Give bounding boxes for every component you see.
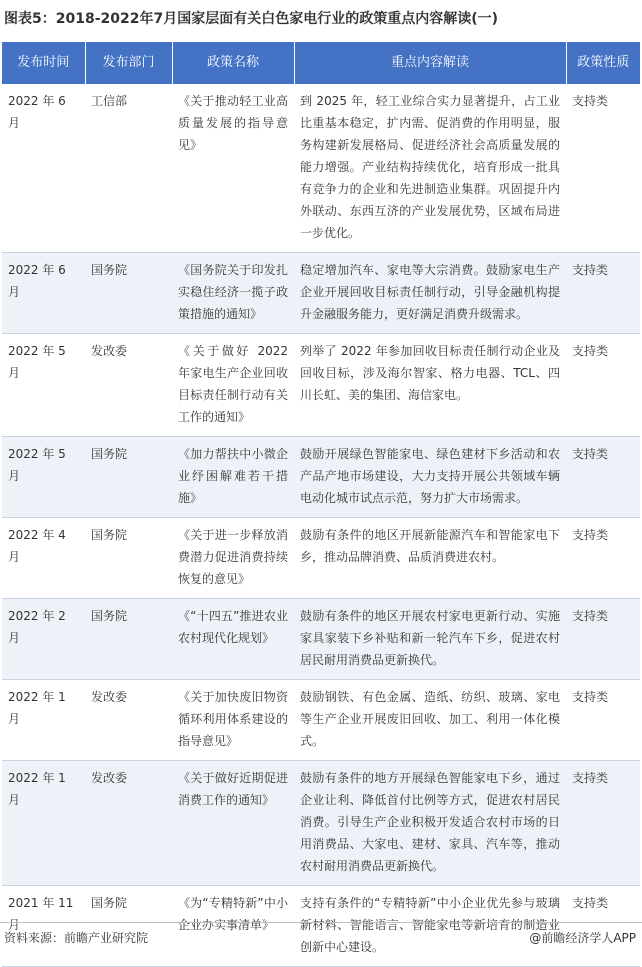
cell-department: 发改委 <box>85 680 172 761</box>
table-row <box>2 518 640 599</box>
cell-date: 2022 年 6 月 <box>2 84 85 253</box>
cell-policy-type: 支持类 <box>566 761 640 886</box>
cell-policy-type: 支持类 <box>566 599 640 680</box>
cell-date: 2021 年 11 月 <box>2 886 85 967</box>
cell-department: 国务院 <box>85 599 172 680</box>
cell-key-content: 鼓励开展绿色智能家电、绿色建材下乡活动和农产品产地市场建设，大力支持开展公共领域车辆电动化城市试点示范，努力扩大市场需求。 <box>294 437 566 518</box>
table-row <box>2 680 640 761</box>
cell-key-content: 鼓励有条件的地区开展新能源汽车和智能家电下乡，推动品牌消费、品质消费进农村。 <box>294 518 566 599</box>
cell-department: 国务院 <box>85 886 172 967</box>
table-body <box>2 84 640 967</box>
cell-department: 发改委 <box>85 334 172 437</box>
policy-table <box>2 42 640 967</box>
cell-department: 国务院 <box>85 253 172 334</box>
cell-key-content: 列举了 2022 年参加回收目标责任制行动企业及回收目标，涉及海尔智家、格力电器、TCL、四川长虹、美的集团、海信家电。 <box>294 334 566 437</box>
cell-key-content: 到 2025 年，轻工业综合实力显著提升，占工业比重基本稳定，扩内需、促消费的作用明显，服务构建新发展格局、促进经济社会高质量发展的能力增强。产业结构持续优化，培育形成一批具有竞争力的企业和先进制造业集群。巩固提升内外联动、东西互济的产业发展优势，区域布局进一步优化。 <box>294 84 566 253</box>
cell-date: 2022 年 2 月 <box>2 599 85 680</box>
cell-date: 2022 年 1 月 <box>2 761 85 886</box>
table-row <box>2 253 640 334</box>
table-row <box>2 437 640 518</box>
cell-policy-type: 支持类 <box>566 437 640 518</box>
cell-department: 工信部 <box>85 84 172 253</box>
table-row <box>2 761 640 886</box>
cell-department: 国务院 <box>85 437 172 518</box>
cell-policy-type: 支持类 <box>566 518 640 599</box>
cell-policy-type: 支持类 <box>566 84 640 253</box>
table-row <box>2 334 640 437</box>
cell-policy-type: 支持类 <box>566 253 640 334</box>
cell-policy-name: 《关于做好近期促进消费工作的通知》 <box>172 761 294 886</box>
cell-date: 2022 年 4 月 <box>2 518 85 599</box>
cell-key-content: 鼓励有条件的地区开展农村家电更新行动、实施家具家装下乡补贴和新一轮汽车下乡，促进农村居民耐用消费品更新换代。 <box>294 599 566 680</box>
cell-policy-type: 支持类 <box>566 886 640 967</box>
credit-note: @前瞻经济学人APP <box>529 931 636 945</box>
source-note: 资料来源：前瞻产业研究院 <box>4 931 149 945</box>
cell-date: 2022 年 6 月 <box>2 253 85 334</box>
cell-key-content: 支持有条件的“专精特新”中小企业优先参与玻璃新材料、智能语言、智能家电等新培育的制造业创新中心建设。 <box>294 886 566 967</box>
footer <box>0 922 642 953</box>
cell-policy-name: 《“十四五”推进农业农村现代化规划》 <box>172 599 294 680</box>
cell-department: 国务院 <box>85 518 172 599</box>
cell-policy-name: 《国务院关于印发扎实稳住经济一揽子政策措施的通知》 <box>172 253 294 334</box>
table-row <box>2 599 640 680</box>
cell-policy-name: 《为“专精特新”中小企业办实事清单》 <box>172 886 294 967</box>
column-header-policy-name: 政策名称 <box>172 42 294 84</box>
cell-policy-name: 《关于加快废旧物资循环利用体系建设的指导意见》 <box>172 680 294 761</box>
cell-date: 2022 年 5 月 <box>2 334 85 437</box>
cell-key-content: 鼓励有条件的地方开展绿色智能家电下乡，通过企业让利、降低首付比例等方式，促进农村居民消费。引导生产企业积极开发适合农村市场的日用消费品、大家电、建材、家具、汽车等，推动农村耐用消费品更新换代。 <box>294 761 566 886</box>
cell-policy-type: 支持类 <box>566 334 640 437</box>
page-title: 图表5：2018-2022年7月国家层面有关白色家电行业的政策重点内容解读(一) <box>4 11 499 27</box>
cell-policy-name: 《关于进一步释放消费潜力促进消费持续恢复的意见》 <box>172 518 294 599</box>
table-row <box>2 84 640 253</box>
cell-policy-name: 《加力帮扶中小微企业纾困解难若干措施》 <box>172 437 294 518</box>
column-header-date: 发布时间 <box>2 42 85 84</box>
column-header-department: 发布部门 <box>85 42 172 84</box>
cell-key-content: 稳定增加汽车、家电等大宗消费。鼓励家电生产企业开展回收目标责任制行动，引导金融机构提升金融服务能力，更好满足消费升级需求。 <box>294 253 566 334</box>
column-header-policy-type: 政策性质 <box>566 42 640 84</box>
cell-key-content: 鼓励钢铁、有色金属、造纸、纺织、玻璃、家电等生产企业开展废旧回收、加工、利用一体化模式。 <box>294 680 566 761</box>
cell-policy-name: 《关于做好 2022 年家电生产企业回收目标责任制行动有关工作的通知》 <box>172 334 294 437</box>
cell-date: 2022 年 1 月 <box>2 680 85 761</box>
cell-policy-name: 《关于推动轻工业高质量发展的指导意见》 <box>172 84 294 253</box>
column-header-key-content: 重点内容解读 <box>294 42 566 84</box>
table-header-row <box>2 42 640 84</box>
cell-department: 发改委 <box>85 761 172 886</box>
cell-date: 2022 年 5 月 <box>2 437 85 518</box>
cell-policy-type: 支持类 <box>566 680 640 761</box>
